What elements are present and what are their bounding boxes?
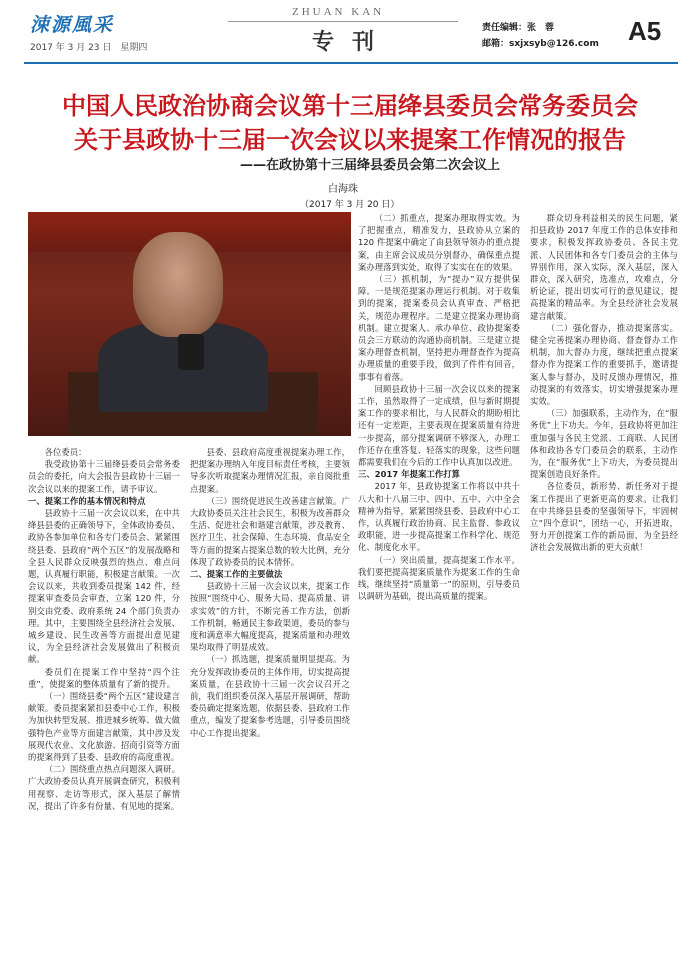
paragraph: 县政协十三届一次会议以来，提案工作按照“围绕中心、服务大局、提高质量、讲求实效”的方针，不断完善工作方法，创新工作机制，畅通民主参政渠道，委员的参与度和满意率大幅度提高，提案质量和办理效果均取得了明显成效。 [190,581,350,653]
photo-microphone [178,334,204,370]
headline-line-2: 关于县政协十三届一次会议以来提案工作情况的报告 [74,126,626,154]
editor-label: 责任编辑：张 蓉 [482,23,555,33]
paragraph: （一）抓选题，提案质量明显提高。为充分发挥政协委员的主体作用，切实提高提案质量，在县政协十三届一次会议召开之前，我们组织委员深入基层开展调研，帮助委员确定提案选题，依据县委、县政府工作重点，编发了提案参考选题，引导委员围绕中心工作提出提案。 [190,654,350,738]
paragraph: 县委、县政府高度重视提案办理工作，把提案办理纳入年度目标责任考核，主要领导多次听取提案办理情况汇报，亲自阅批重点提案。 [190,447,350,494]
text-column-3 [358,212,520,960]
paragraph: 回顾县政协十三届一次会议以来的提案工作，虽然取得了一定成绩，但与新时期提案工作的要求相比，与人民群众的期盼相比还有一定差距，主要表现在提案质量有待进一步提高，部分提案调研不够深入，办理工作还存在重答复、轻落实的现象，这些问题都需要我们在今后的工作中认真加以改进。 [358,383,520,468]
paragraph: （三）抓机制，为“提办”双方提供保障。一是规范提案办理运行机制。对于收集到的提案，提案委员会认真审查、严格把关，规范办理程序。二是建立提案办理协商机制。建立提案人、承办单位、政协提案委员会三方联动的沟通协商机制。三是建立提案办理督查机制，坚持把办理督查作为提高办理质量的重要手段，做到了件件有回音，事事有着落。 [358,274,520,382]
paragraph: 县政协十三届一次会议以来，在中共绛县县委的正确领导下，全体政协委员、政协各参加单位和各专门委员会、紧紧围绕县委、县政府“两个五区”的发展战略和全县人民群众反映强烈的热点、难点问题，认真履行职能，积极建言献策。一次会议以来，共收到委员提案 142 件，经提案审查委员会审查，立案 120 件，分别交由党委、政府系统 24 个部门负责办理。其中，主要围绕全县经济社会发展、城乡建设、民生改善等方面提出意见建议，为全县经济社会发展做出了积极贡献。 [28,508,180,665]
paragraph: 委员们在提案工作中坚持“四个注重”，使提案的整体质量有了新的提升。 [28,666,180,689]
paragraph: 2017 年，县政协提案工作将以中共十八大和十八届三中、四中、五中、六中全会精神为指导，紧紧围绕县委、县政府中心工作，认真履行政治协商、民主监督、参政议政职能，进一步提高提案工作科学化、规范化、制度化水平。 [358,481,520,553]
author: 白海珠 [328,184,358,195]
paragraph: （二）抓重点，提案办理取得实效。为了把握重点，精准发力，县政协从立案的 120 件提案中确定了由县领导领办的重点提案，由主席会议成员分别督办，确保重点提案办理落到实处，取得了实实在在的效果。 [358,213,520,272]
paragraph: 各位委员，新形势、新任务对于提案工作提出了更新更高的要求。让我们在中共绛县县委的坚强领导下，牢固树立“四个意识”，团结一心，开拓进取，努力开创提案工作的新局面，为全县经济社会发展做出新的更大贡献！ [530,481,678,553]
paragraph: （一）突出质量，提高提案工作水平。我们要把提高提案质量作为提案工作的生命线，继续坚持“质量第一”的原则，引导委员以调研为基础，提出高质量的提案。 [358,554,520,602]
text-column-4 [530,212,678,960]
paragraph: （二）围绕重点热点问题深入调研。广大政协委员认真开展调查研究，积极利用视察、走访等形式，深入基层了解情况，提出了许多有份量、有见地的提案。 [28,764,180,811]
section-heading: 三、2017 年提案工作打算 [358,469,461,480]
text-column-2 [190,446,350,960]
speaker-photo [28,212,351,436]
paragraph: 我受政协第十三届绛县委员会常务委员会的委托，向大会报告县政协十三届一次会议以来的提案工作，请予审议。 [28,459,180,494]
paragraph: （二）强化督办，推动提案落实。健全完善提案办理协商、督查督办工作机制，加大督办力度，继续把重点提案督办作为提案工作的重要抓手，邀请提案人参与督办，及时反馈办理情况，推动提案的有效落实，切实增强提案办理实效。 [530,322,678,407]
paragraph: 群众切身利益相关的民生问题，紧扣县政协 2017 年度工作的总体安排和要求，积极发挥政协委员、各民主党派、人民团体和各专门委员会的主体与界别作用，深入实际，深入基层，深入群众，深入研究，选准点，攻难点，分析论证，提出切实可行的意见建议，提高提案的精品率。为全县经济社会发展建言献策。 [530,213,678,321]
headline-line-1: 中国人民政治协商会议第十三届绛县委员会常务委员会 [62,92,638,120]
email-label: 邮箱：sxjxsyb@126.com [482,39,599,49]
report-date: （2017 年 3 月 20 日） [300,200,400,210]
section-label-en: ZHUAN KAN [292,6,385,18]
text-column-1 [28,446,180,960]
section-label-cn: 专刊 [312,29,393,55]
section-heading: 一、提案工作的基本情况和特点 [28,495,146,506]
paragraph: （三）围绕促进民生改善建言献策。广大政协委员关注社会民生，积极为改善群众生活、促进社会和谐建言献策，涉及教育、医疗卫生、社会保障、生态环境、食品安全等方面的提案占提案总数的较大比例，充分体现了政协委员的民本情怀。 [190,495,350,567]
paragraph: （三）加强联系，主动作为，在“服务优”上下功夫。今年，县政协将更加注重加强与各民主党派、工商联、人民团体和政协各专门委员会的联系，主动作为，在“服务优”上下功夫，为委员提出提案创造良好条件。 [530,408,678,480]
paragraph: 各位委员： [44,447,87,457]
photo-speaker-head [133,232,223,337]
page-number: A5 [628,16,662,46]
subtitle: ——在政协第十三届绛县委员会第二次会议上 [240,158,501,173]
section-heading: 二、提案工作的主要做法 [190,569,283,580]
issue-date: 2017 年 3 月 23 日 星期四 [30,43,148,53]
page-header [0,0,700,66]
header-divider [228,21,458,22]
header-rule [24,62,678,64]
paragraph: （一）围绕县委“两个五区”建设建言献策。委员提案紧扣县委中心工作，积极为加快转型发展、推进城乡统筹、做大做强特色产业等方面建言献策，其中涉及发展现代农业、文化旅游、招商引资等方面的提案得到了县委、县政府的高度重视。 [28,691,180,763]
masthead: 涑源風采 [30,14,115,36]
